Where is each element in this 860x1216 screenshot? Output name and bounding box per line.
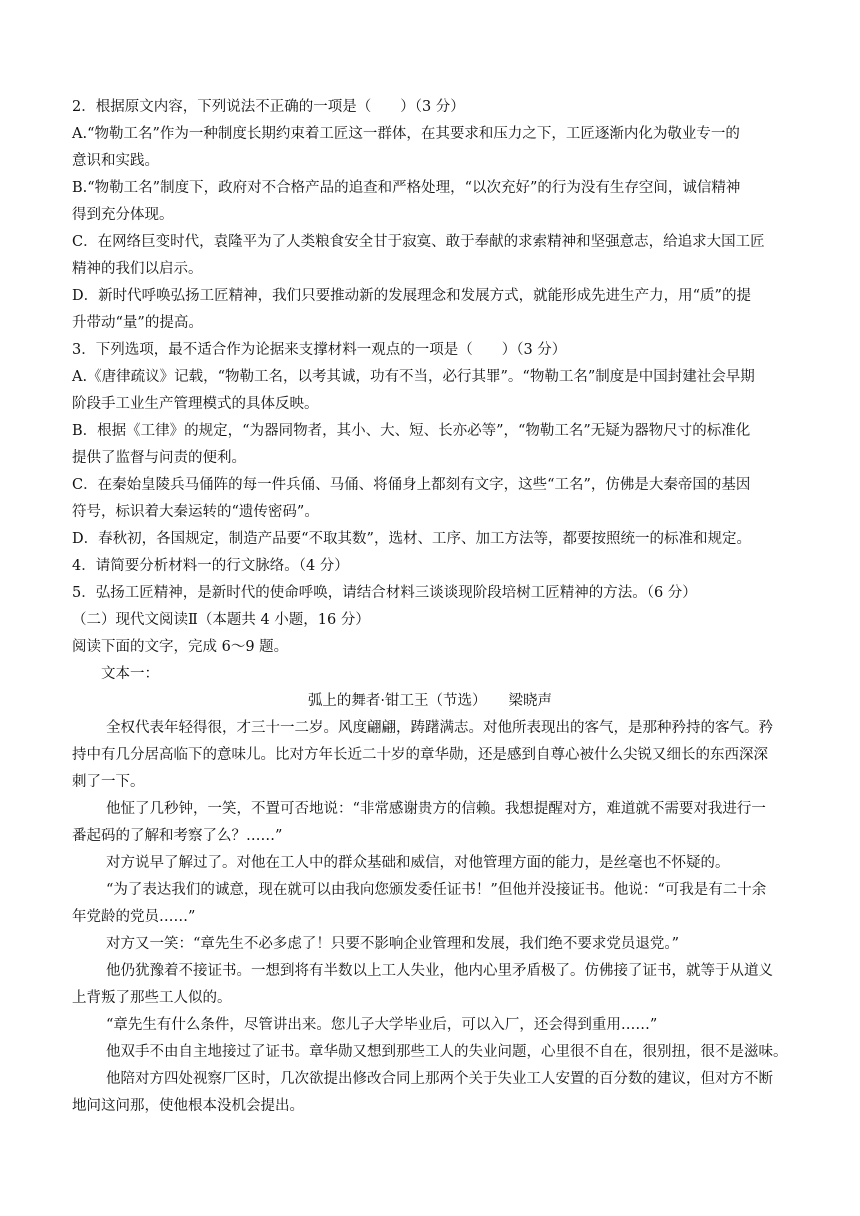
q3-option-b-line1: B．根据《工律》的规定，“为器同物者，其小、大、短、长亦必等”，“物勒工名”无疑为器物尺寸的标准化 [72,423,751,439]
q2-option-d-line1: D．新时代呼唤弘扬工匠精神，我们只要推动新的发展理念和发展方式，就能形成先进生产力，用“质”的提 [72,288,751,304]
q3-option-c-line2: 符号，标识着大秦运转的“遗传密码”。 [72,504,319,520]
q3-option-b-line2: 提供了监督与问责的便利。 [72,450,246,466]
paragraph-9-line1: 他陪对方四处视察厂区时，几次欲提出修改合同上那两个关于失业工人安置的百分数的建议，但对方不断 [106,1071,773,1087]
q2-option-d-line2: 升带动“量”的提高。 [72,315,203,331]
paragraph-6-line1: 他仍犹豫着不接证书。一想到将有半数以上工人失业，他内心里矛盾极了。仿佛接了证书，就等于从道义 [106,963,773,979]
q2-option-a-line1: A.“物勒工名”作为一种制度长期约束着工匠这一群体，在其要求和压力之下，工匠逐渐内化为敬业专一的 [72,126,740,142]
q2-option-c-line1: C．在网络巨变时代，袁隆平为了人类粮食安全甘于寂寞、敢于奉献的求索精神和坚强意志，给追求大国工匠 [72,234,765,250]
paragraph-4-line2: 年党龄的党员……” [72,909,196,925]
passage-title: 弧上的舞者·钳工王（节选） [307,693,487,709]
q2-option-b-line2: 得到充分体现。 [72,207,174,223]
q4-stem: 4．请简要分析材料一的行文脉络。（4 分） [72,558,349,574]
q5-stem: 5．弘扬工匠精神，是新时代的使命呼唤，请结合材料三谈谈现阶段培树工匠精神的方法。（6 分） [72,585,697,601]
q3-stem: 3．下列选项，最不适合作为论据来支撑材料一观点的一项是（ ）（3 分） [72,342,567,358]
q2-option-b-line1: B.“物勒工名”制度下，政府对不合格产品的追查和严格处理，“以次充好”的行为没有生存空间，诚信精神 [72,180,741,196]
paragraph-3-line1: 对方说早了解过了。对他在工人中的群众基础和威信，对他管理方面的能力，是丝毫也不怀疑的。 [106,855,730,871]
paragraph-2-line2: 番起码的了解和考察了么？……” [72,828,283,844]
q3-option-a-line1: A.《唐律疏议》记载，“物勒工名，以考其诚，功有不当，必行其罪”。“物勒工名”制度是中国封建社会早期 [72,369,755,385]
paragraph-1-line3: 刺了一下。 [72,774,145,790]
section2-heading: （二）现代文阅读Ⅱ（本题共 4 小题，16 分） [72,612,370,628]
passage-title-line [0,691,860,711]
paragraph-7-line1: “章先生有什么条件，尽管讲出来。您儿子大学毕业后，可以入厂，还会得到重用……” [106,1017,658,1033]
q3-option-d-line1: D．春秋初，各国规定，制造产品要“不取其数”，选材、工序、加工方法等，都要按照统一的标准和规定。 [72,531,751,547]
passage-author: 梁晓声 [508,693,553,709]
q2-stem: 2．根据原文内容，下列说法不正确的一项是（ ）（3 分） [72,99,465,115]
paragraph-8-line1: 他双手不由自主地接过了证书。章华勋又想到那些工人的失业问题，心里很不自在，很别扭，很不是滋味。 [106,1044,788,1060]
paragraph-1-line1: 全权代表年轻得很，才三十一二岁。风度翩翩，踌躇满志。对他所表现出的客气，是那种矜持的客气。矜 [106,720,773,736]
paragraph-4-line1: “为了表达我们的诚意，现在就可以由我向您颁发委任证书！”但他并没接证书。他说：“可我是有二十余 [106,882,767,898]
paragraph-5-line1: 对方又一笑：“章先生不必多虑了！只要不影响企业管理和发展，我们绝不要求党员退党。” [106,936,680,952]
q3-option-c-line1: C．在秦始皇陵兵马俑阵的每一件兵俑、马俑、将俑身上都刻有文字，这些“工名”，仿佛是大秦帝国的基因 [72,477,751,493]
q2-option-c-line2: 精神的我们以启示。 [72,261,203,277]
text-one-label: 文本一： [101,666,159,682]
paragraph-6-line2: 上背叛了那些工人似的。 [72,990,232,1006]
paragraph-2-line1: 他怔了几秒钟，一笑，不置可否地说：“非常感谢贵方的信赖。我想提醒对方，难道就不需要对我进行一 [106,801,766,817]
q2-option-a-line2: 意识和实践。 [72,153,159,169]
paragraph-1-line2: 持中有几分居高临下的意味儿。比对方年长近二十岁的章华勋，还是感到自尊心被什么尖锐又细长的东西深深 [72,747,768,763]
paragraph-9-line2: 地问这问那，使他根本没机会提出。 [72,1098,304,1114]
section2-instruction: 阅读下面的文字，完成 6～9 题。 [72,639,289,655]
q3-option-a-line2: 阶段手工业生产管理模式的具体反映。 [72,396,319,412]
